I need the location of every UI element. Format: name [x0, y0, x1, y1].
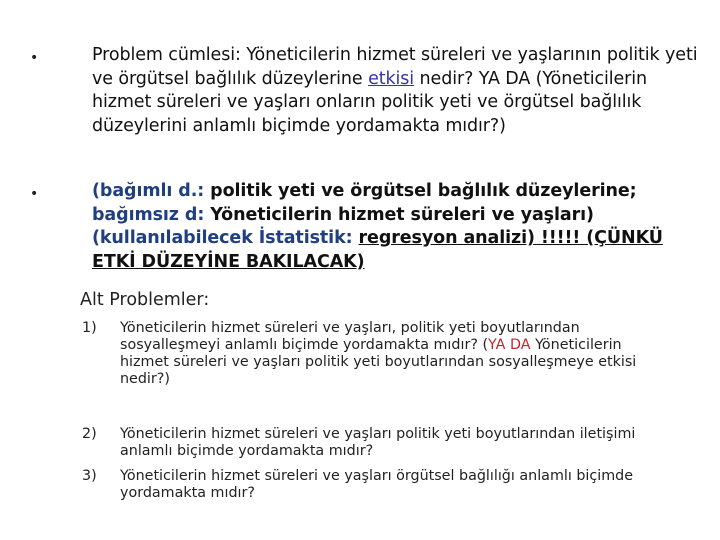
- problem-text-cont: nedir? YA DA (Yöneticilerin hizmet süreleri ve yaşları onların politik yeti ve örgütsel bağlılık düzeylerini anlamlı biçimde yordamakta mıdır?): [92, 68, 648, 136]
- item-number: 3): [82, 468, 97, 484]
- statistic-label: (kullanılabilecek İstatistik:: [92, 228, 353, 249]
- dependent-label: (bağımlı d.:: [92, 181, 205, 201]
- item-number: 1): [82, 320, 97, 336]
- problem-label: Problem cümlesi:: [92, 45, 241, 65]
- independent-value: Yöneticilerin hizmet süreleri ve yaşları): [204, 204, 594, 225]
- item-number: 2): [82, 426, 97, 442]
- item-text: Yöneticilerin hizmet süreleri ve yaşları örgütsel bağlılığı anlamlı biçimde yordamakta mıdır?: [120, 468, 634, 501]
- statistic-value: regresyon analizi) !!!!! (ÇÜNKÜ ETKİ DÜZEYİNE BAKILACAK): [92, 228, 663, 272]
- bullet-marker: •: [30, 50, 39, 66]
- ya-da-highlight: YA DA: [488, 337, 531, 353]
- independent-label: bağımsız d:: [92, 204, 205, 225]
- dependent-value: politik yeti ve örgütsel bağlılık düzeylerine;: [204, 181, 637, 201]
- etkisi-link[interactable]: etkisi: [368, 68, 415, 89]
- item-text-part: Yöneticilerin hizmet süreleri ve yaşları, politik yeti boyutlarından sosyalleşmeyi anlamlı biçimde yordamakta mıdır? (: [120, 320, 580, 353]
- item-text: Yöneticilerin hizmet süreleri ve yaşları politik yeti boyutlarından iletişimi anlamlı biçimde yordamakta mıdır?: [120, 426, 636, 459]
- item-text-part: Yöneticilerin hizmet süreleri ve yaşları politik yeti boyutlarından sosyalleşmeye etkisi nedir?): [120, 337, 637, 387]
- variables-statement: [92, 180, 700, 274]
- problem-statement: [92, 44, 700, 138]
- bullet-marker: •: [30, 186, 39, 202]
- item-text: [120, 320, 660, 388]
- problem-text: Yöneticilerin hizmet süreleri ve yaşlarının politik yeti ve örgütsel bağlılık düzeylerine: [92, 45, 698, 89]
- sub-problems-title: Alt Problemler:: [80, 290, 210, 310]
